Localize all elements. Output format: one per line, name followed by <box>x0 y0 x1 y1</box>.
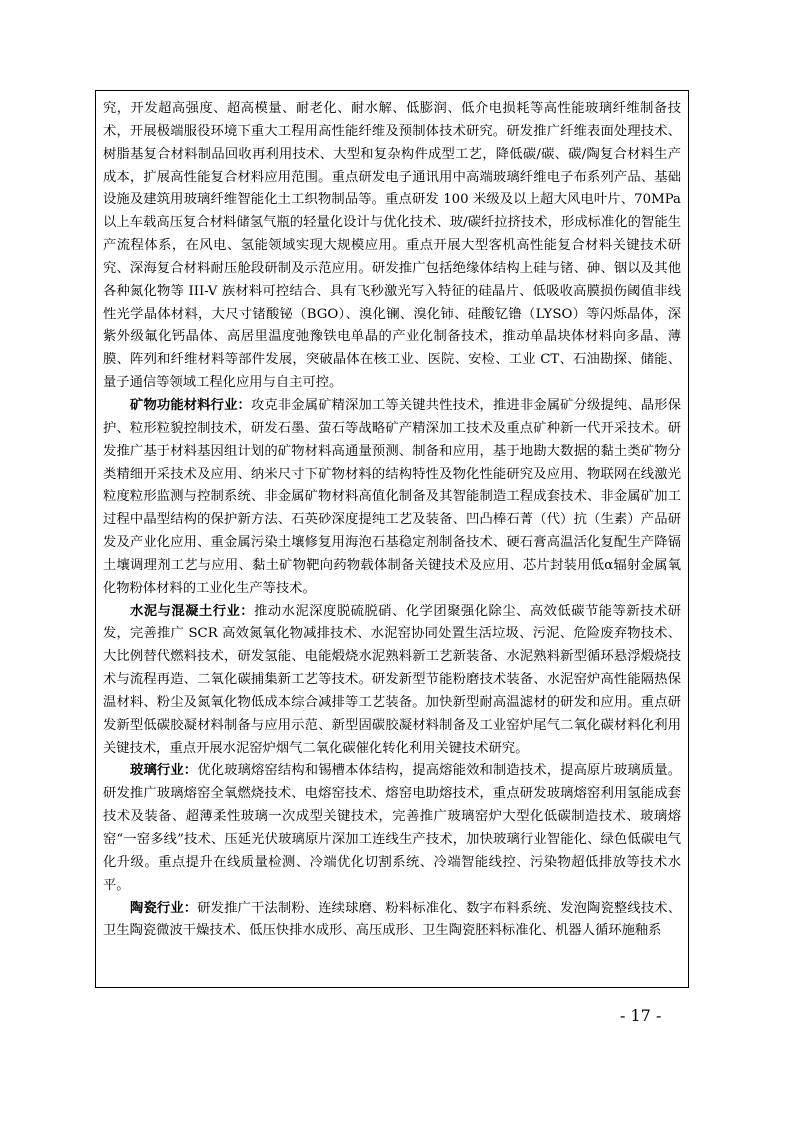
section-heading-cement: 水泥与混凝土行业： <box>130 603 255 619</box>
section-heading-mineral: 矿物功能材料行业： <box>130 397 251 413</box>
page-number: - 17 - <box>620 1006 662 1025</box>
paragraph-glass <box>103 760 681 897</box>
section-heading-ceramics: 陶瓷行业： <box>130 900 198 916</box>
paragraph-ceramics <box>103 898 681 944</box>
paragraph-mineral-materials <box>103 395 681 601</box>
section-heading-glass: 玻璃行业： <box>130 763 198 779</box>
document-text-frame <box>95 90 689 988</box>
paragraph-text: 攻克非金属矿精深加工等关键共性技术，推进非金属矿分级提纯、晶形保护、粒形粒貌控制技术，研发石墨、萤石等战略矿产精深加工技术及重点矿种新一代开采技术。研发推广基于材料基因组计划的矿物材料高通量预测、制备和应用，基于地勘大数据的黏土类矿物分类精细开采技术及应用、纳米尺寸下矿物材料的结构特性及物化性能研究及应用、物联网在线激光粒度粒形监测与控制系统、非金属矿物材料高值化制备及其智能制造工程成套技术、非金属矿加工过程中晶型结构的保护新方法、石英砂深度提纯工艺及装备、凹凸棒石菁（代）抗（生素）产品研发及产业化应用、重金属污染土壤修复用海泡石基稳定剂制备技术、硬石膏高温活化复配生产降镉土壤调理剂工艺与应用、黏土矿物靶向药物载体制备关键技术及应用、芯片封装用低α辐射金属氧化物粉体材料的工业化生产等技术。 <box>103 397 682 596</box>
paragraph-fiber-composites <box>103 98 681 395</box>
paragraph-cement-concrete <box>103 601 681 761</box>
paragraph-text: 研发推广干法制粉、连续球磨、粉料标准化、数字布料系统、发泡陶瓷整线技术、卫生陶瓷微波干燥技术、低压快排水成形、高压成形、卫生陶瓷胚料标准化、机器人循环施釉系 <box>103 900 682 939</box>
paragraph-text: 究，开发超高强度、超高模量、耐老化、耐水解、低膨润、低介电损耗等高性能玻璃纤维制备技术，开展极端服役环境下重大工程用高性能纤维及预制体技术研究。研发推广纤维表面处理技术、树脂基复合材料制品回收再利用技术、大型和复杂构件成型工艺，降低碳/碳、碳/陶复合材料生产成本，扩展高性能复合材料应用范围。重点研发电子通讯用中高端玻璃纤维电子布系列产品、基础设施及建筑用玻璃纤维智能化土工织物制品等。重点研发 100 米级及以上超大风电叶片、70MPa 以上车载高压复合材料储氢气瓶的轻量化设计与优化技术、玻/碳纤拉挤技术，形成标准化的智能生产流程体系，在风电、氢能领域实现大规模应用。重点开展大型客机高性能复合材料关键技术研究、深海复合材料耐压舱段研制及示范应用。研发推广包括绝缘体结构上硅与锗、砷、铟以及其他各种氮化物等 III-V 族材料可控结合、具有飞秒激光写入特征的硅晶片、低吸收高膜损伤阈值非线性光学晶体材料，大尺寸锗酸铋（BGO）、溴化镧、溴化铈、硅酸钇镥（LYSO）等闪烁晶体，深紫外级氟化钙晶体、高居里温度弛豫铁电单晶的产业化制备技术，推动单晶块体材料向多晶、薄膜、阵列和纤维材料等部件发展，突破晶体在核工业、医院、安检、工业 CT、石油勘探、储能、量子通信等领域工程化应用与自主可控。 <box>103 101 681 391</box>
paragraph-text: 推动水泥深度脱硫脱硝、化学团聚强化除尘、高效低碳节能等新技术研发，完善推广 SCR 高效氮氧化物减排技术、水泥窑协同处置生活垃圾、污泥、危险废弃物技术、大比例替代燃料技术，研发氢能、电能煅烧水泥熟料新工艺新装备、水泥熟料新型循环悬浮煅烧技术与流程再造、二氧化碳捕集新工艺等技术。研发新型节能粉磨技术装备、水泥窑炉高性能隔热保温材料、粉尘及氮氧化物低成本综合减排等工艺装备。加快新型耐高温滤材的研发和应用。重点研发新型低碳胶凝材料制备与应用示范、新型固碳胶凝材料制备及工业窑炉尾气二氧化碳材料化利用关键技术，重点开展水泥窑炉烟气二氧化碳催化转化利用关键技术研究。 <box>103 603 682 756</box>
paragraph-text: 优化玻璃熔窑结构和锡槽本体结构，提高熔能效和制造技术，提高原片玻璃质量。研发推广玻璃熔窑全氧燃烧技术、电熔窑技术、熔窑电助熔技术，重点研发玻璃熔窑利用氢能成套技术及装备、超薄柔性玻璃一次成型关键技术，完善推广玻璃窑炉大型化低碳制造技术、玻璃熔窑“一窑多线”技术、压延光伏玻璃原片深加工连线生产技术，加快玻璃行业智能化、绿色低碳电气化升级。重点提升在线质量检测、冷端优化切割系统、冷端智能线控、污染物超低排放等技术水平。 <box>103 763 682 893</box>
